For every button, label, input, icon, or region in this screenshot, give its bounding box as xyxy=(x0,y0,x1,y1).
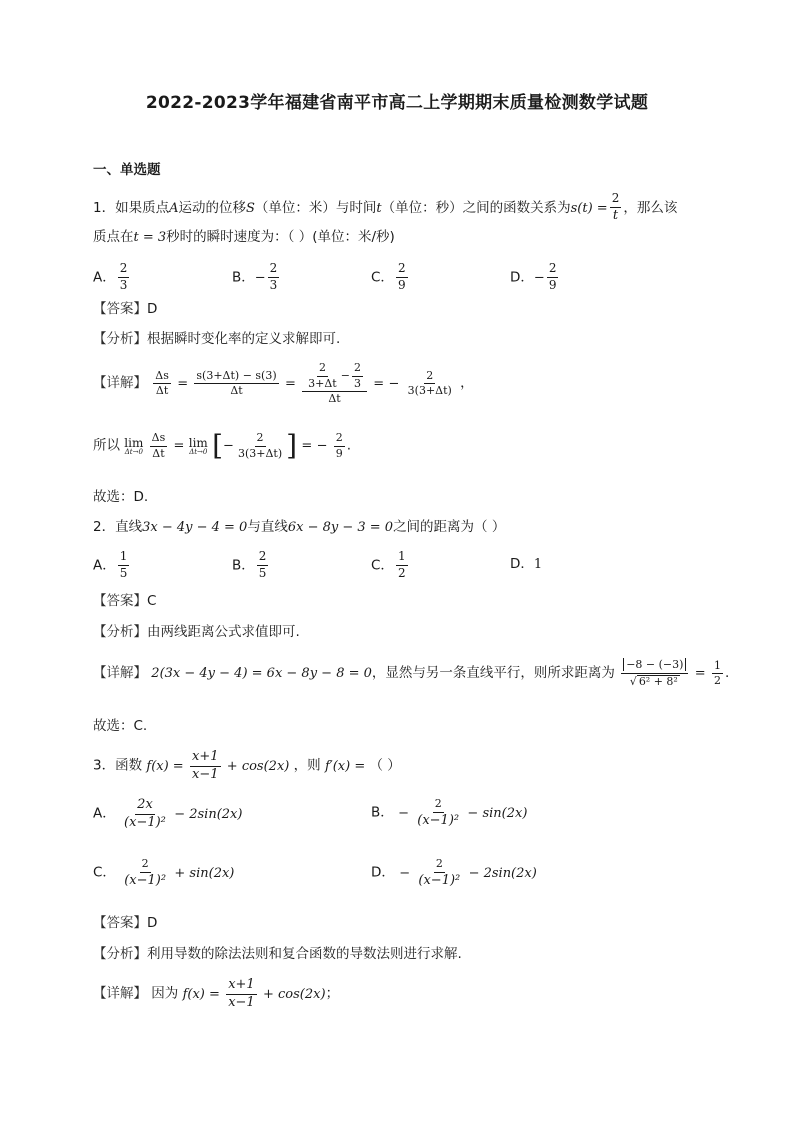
q2-stem: 2．直线3x − 4y − 4 = 0与直线6x − 8y − 3 = 0之间的距离为（ ） xyxy=(93,519,506,535)
q2-option-c: C． $\frac{1}{2}$ xyxy=(371,549,406,580)
q2-conclusion: 故选：C. xyxy=(93,718,148,734)
q1-answer: 【答案】D xyxy=(93,301,158,317)
q1-stem-line2: 质点在t = 3秒时的瞬时速度为：（ ）(单位：米/秒) xyxy=(93,229,395,245)
q1-compound-fraction: $\frac{2}{3+\Delta t}$ − $\frac{2}{3}$ Δt xyxy=(302,362,367,406)
q2-answer: 【答案】C xyxy=(93,593,157,609)
q1-option-a: A． $\frac{2}{3}$ xyxy=(93,261,128,292)
q1-function-fraction: $\frac{2}{t}$ xyxy=(611,191,620,223)
q2-analysis: 【分析】由两线距离公式求值即可. xyxy=(93,624,300,640)
q1-option-b: B．− $\frac{2}{3}$ xyxy=(232,261,278,292)
distance-fraction: $\frac{-8 - (-3)}{\text{√ 6² + 8²}}$ xyxy=(621,659,688,688)
q3-stem: 3．函数 f(x) = $\frac{x+1}{x-1}$ + cos(2x) ，则 f′(x) = （ ） xyxy=(93,749,401,782)
q1-analysis: 【分析】根据瞬时变化率的定义求解即可. xyxy=(93,331,341,347)
q2-detail: 【详解】 2(3x − 4y − 4) = 6x − 8y − 8 = 0，显然与另一条直线平行，则所求距离为 $\frac{-8 - (-3)}{\text{√ 6² + 8²}}$ = $\frac{1}{2}$ . xyxy=(93,658,730,688)
q1-conclusion: 故选：D. xyxy=(93,489,149,505)
page-title: 2022-2023学年福建省南平市高二上学期期末质量检测数学试题 xyxy=(145,93,649,113)
q3-analysis: 【分析】利用导数的除法法则和复合函数的导数法则进行求解. xyxy=(93,946,462,962)
q1-stem: 1．如果质点A运动的位移S（单位：米）与时间t（单位：秒）之间的函数关系为s(t) = $\frac{2}{t}$ ，那么该 xyxy=(93,191,678,223)
q2-option-a: A． $\frac{1}{5}$ xyxy=(93,549,128,580)
q1-option-d: D．− $\frac{2}{9}$ xyxy=(510,261,557,292)
q3-option-d: D． − $\frac{2}{\text{(x−1)²}}$ − 2sin(2x) xyxy=(371,857,537,888)
q1-detail: 【详解】 $\frac{\Delta s}{\Delta t}$ = $\frac{s(3+\Delta t) - s(3)}{\Delta t}$ = $\frac{2}{3+\Delta t}$ − $\frac{2}{3}$ Δt = − $\frac{2}{3(3+\Delta t)}$ ， xyxy=(93,361,474,406)
q1-limit: 所以 lim Δt→0 $\frac{\Delta s}{\Delta t}$ = lim Δt→0 [− $\frac{2}{3(3+\Delta t)}$ ] = − $\frac{2}{9}$ . xyxy=(93,429,352,463)
q2-option-b: B． $\frac{2}{5}$ xyxy=(232,549,267,580)
q3-option-b: B． − $\frac{2}{\text{(x−1)²}}$ − sin(2x) xyxy=(371,797,528,828)
q2-option-d: D．1 xyxy=(510,556,543,572)
q3-option-a: A． $\frac{2x}{\text{(x−1)²}}$ − 2sin(2x) xyxy=(93,797,243,830)
q3-answer: 【答案】D xyxy=(93,915,158,931)
section-heading: 一、单选题 xyxy=(93,162,161,178)
q3-detail: 【详解】 因为 f(x) = $\frac{x+1}{x-1}$ + cos(2x)； xyxy=(93,977,340,1010)
q1-option-c: C． $\frac{2}{9}$ xyxy=(371,261,406,292)
q3-option-c: C． $\frac{2}{\text{(x−1)²}}$ + sin(2x) xyxy=(93,857,235,888)
